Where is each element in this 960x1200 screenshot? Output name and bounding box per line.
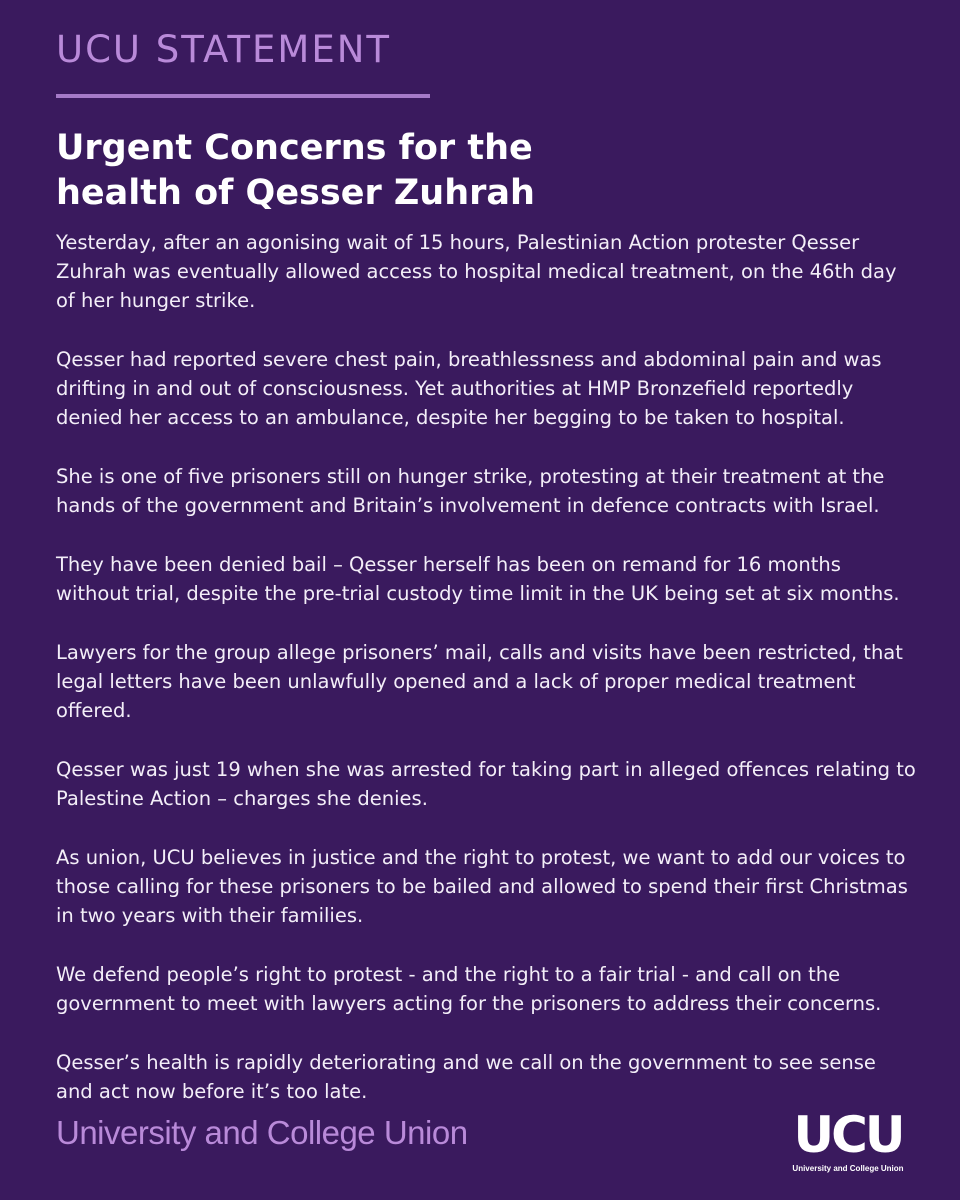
footer-org-name: University and College Union [56, 1114, 468, 1151]
ucu-logo [778, 1106, 918, 1173]
paragraph-4: They have been denied bail – Qesser herself has been on remand for 16 months without trial, despite the pre-trial custody time limit in the UK being set at six months. [56, 553, 900, 605]
ucu-logo-subtext: University and College Union [792, 1164, 904, 1173]
paragraph-8: We defend people’s right to protest - and the right to a fair trial - and call on the government to meet with lawyers acting for the prisoners to address their concerns. [56, 963, 882, 1015]
paragraph-5: Lawyers for the group allege prisoners’ mail, calls and visits have been restricted, that legal letters have been unlawfully opened and a lack of proper medical treatment offered. [56, 641, 903, 722]
paragraph-7: As union, UCU believes in justice and the right to protest, we want to add our voices to those calling for these prisoners to be bailed and allowed to spend their first Christmas in two years with their families. [56, 846, 908, 927]
statement-body [56, 228, 916, 1136]
accent-divider [56, 94, 430, 98]
headline [56, 126, 696, 216]
paragraph-2: Qesser had reported severe chest pain, breathlessness and abdominal pain and was drifting in and out of consciousness. Yet authorities at HMP Bronzefield reportedly denied her access to an ambulance, despite her begging to be taken to hospital. [56, 348, 882, 429]
paragraph-1: Yesterday, after an agonising wait of 15 hours, Palestinian Action protester Qesser Zuhrah was eventually allowed access to hospital medical treatment, on the 46th day of her hunger strike. [56, 231, 897, 312]
headline-line-1: Urgent Concerns for the [56, 128, 533, 168]
ucu-logo-mark: UCU [793, 1106, 903, 1164]
paragraph-9: Qesser’s health is rapidly deteriorating and we call on the government to see sense and act now before it’s too late. [56, 1051, 876, 1103]
statement-kicker: UCU STATEMENT [56, 28, 391, 71]
headline-line-2: health of Qesser Zuhrah [56, 173, 535, 213]
paragraph-3: She is one of five prisoners still on hunger strike, protesting at their treatment at the hands of the government and Britain’s involvement in defence contracts with Israel. [56, 465, 885, 517]
paragraph-6: Qesser was just 19 when she was arrested for taking part in alleged offences relating to Palestine Action – charges she denies. [56, 758, 916, 810]
